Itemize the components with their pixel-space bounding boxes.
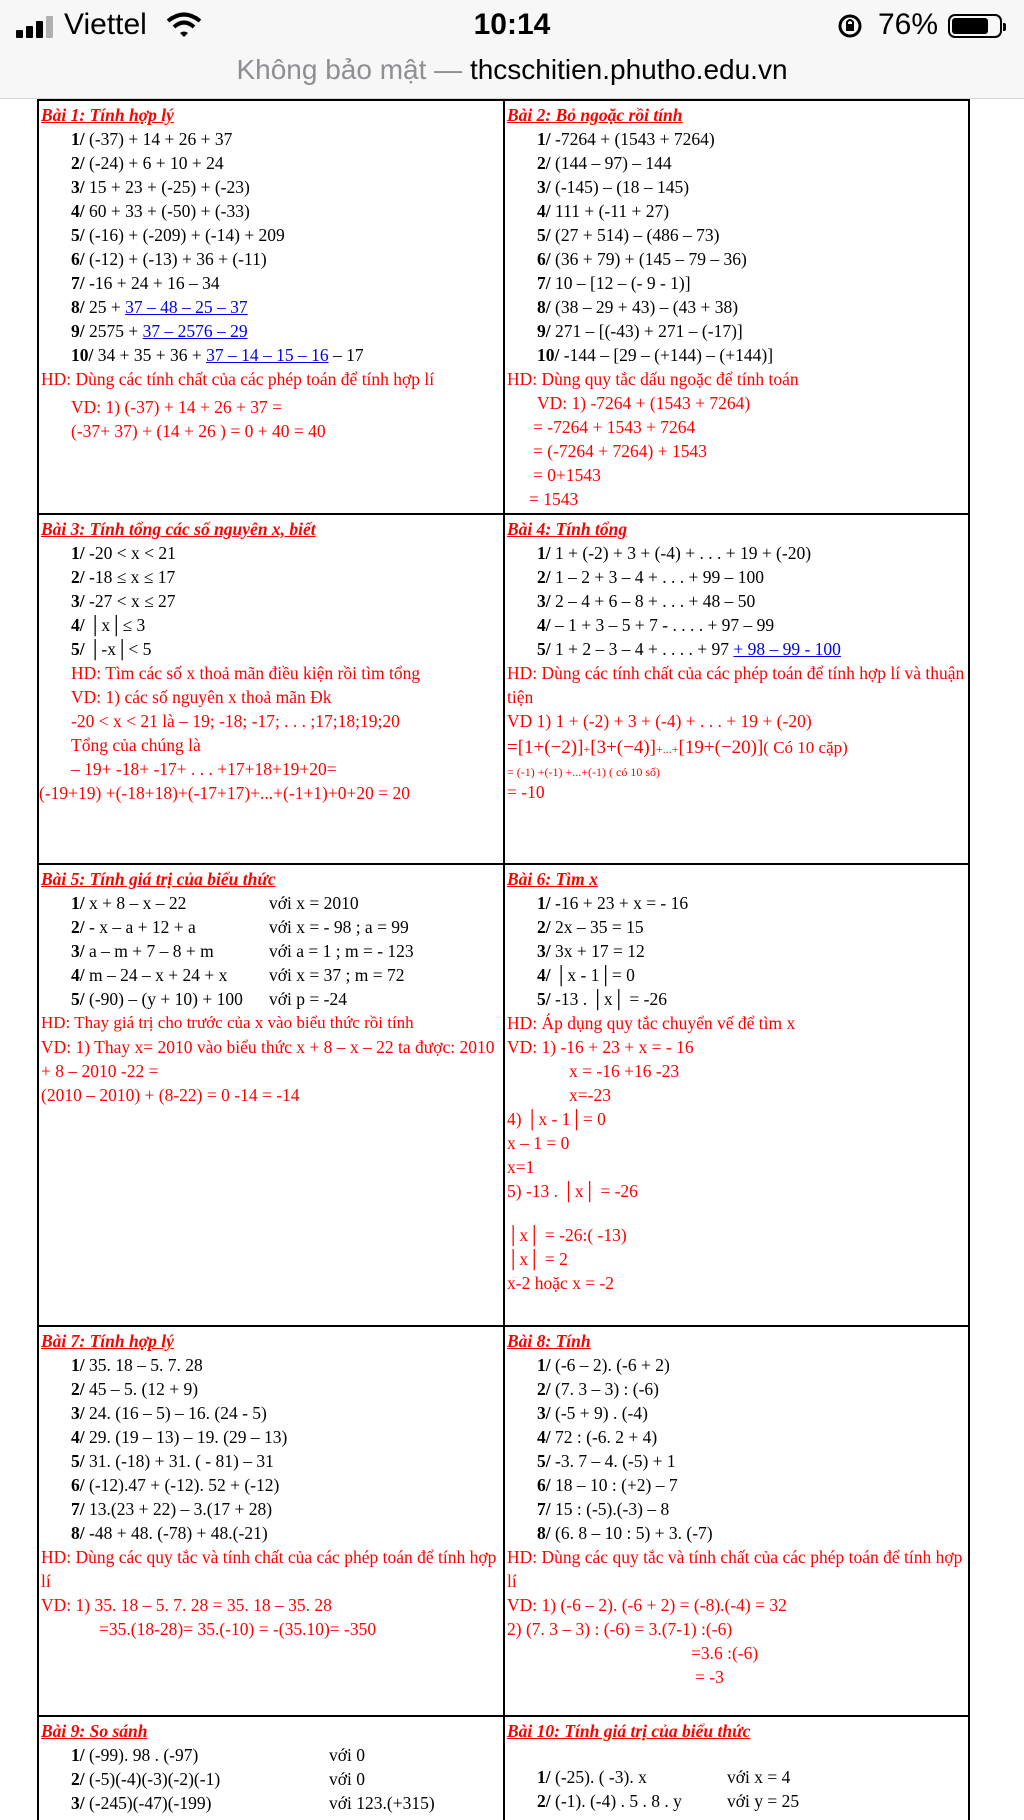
item-number: 10/ — [537, 345, 560, 365]
exercise-item — [505, 247, 968, 271]
item-number: 4/ — [537, 1427, 551, 1447]
item-expression: (-5)(-4)(-3)(-2)(-1) — [84, 1769, 221, 1789]
exercise-items — [39, 891, 503, 1011]
example-line: = -3 — [695, 1667, 724, 1687]
item-expression: -3. 7 – 4. (-5) + 1 — [550, 1451, 676, 1471]
example-line: 4) │x - 1│= 0 — [507, 1109, 606, 1129]
item-condition: với 0 — [329, 1769, 365, 1789]
rotation-lock-icon — [836, 12, 864, 40]
exercise-7-cell — [39, 1327, 505, 1717]
item-expression: (27 + 514) – (486 – 73) — [550, 225, 720, 245]
example-line: x = -16 +16 -23 — [569, 1061, 680, 1081]
exercise-item — [505, 223, 968, 247]
carrier-name: Viettel — [64, 8, 147, 41]
item-expression: (38 – 29 + 43) – (43 + 38) — [550, 297, 739, 317]
exercise-item — [505, 1789, 968, 1813]
item-number: 7/ — [537, 273, 551, 293]
item-number: 6/ — [71, 1475, 85, 1495]
item-expression: (-25). ( -3). x — [550, 1767, 647, 1787]
exercise-items — [505, 1353, 968, 1545]
example-line: VD: 1) 35. 18 – 5. 7. 28 = 35. 18 – 35. 28 — [41, 1595, 332, 1615]
exercise-item — [39, 613, 503, 637]
exercise-item — [39, 1473, 503, 1497]
item-expression: m – 24 – x + 24 + x — [84, 965, 228, 985]
item-condition: với 0 — [329, 1745, 365, 1765]
exercise-item — [39, 939, 503, 963]
exercise-item — [505, 987, 968, 1011]
item-number: 2/ — [71, 1379, 85, 1399]
item-expression: 2 – 4 + 6 – 8 + . . . + 48 – 50 — [550, 591, 756, 611]
exercise-item — [39, 271, 503, 295]
exercise-items — [39, 1353, 503, 1545]
item-expression: │x - 1│= 0 — [550, 965, 635, 985]
item-number: 1/ — [71, 129, 85, 149]
exercise-item — [505, 541, 968, 565]
exercise-item — [505, 1377, 968, 1401]
exercise-title: Bài 10: Tính giá trị của biểu thức — [507, 1721, 751, 1741]
example-line: (-19+19) +(-18+18)+(-17+17)+...+(-1+1)+0+20 = 20 — [39, 783, 410, 803]
url-separator: — — [434, 54, 463, 85]
exercise-items — [505, 891, 968, 1011]
exercise-item — [39, 175, 503, 199]
battery-icon — [948, 14, 1002, 38]
security-label: Không bảo mật — [236, 54, 427, 85]
item-number: 1/ — [537, 129, 551, 149]
exercise-item — [39, 223, 503, 247]
item-expression: -144 – [29 – (+144) – (+144)] — [559, 345, 774, 365]
item-condition: với x = 4 — [727, 1767, 791, 1787]
item-number: 8/ — [71, 1523, 85, 1543]
hint-text: HD: Thay giá trị cho trước của x vào biểu thức rồi tính — [41, 1013, 414, 1032]
item-expression: (-16) + (-209) + (-14) + 209 — [84, 225, 285, 245]
exercise-item — [505, 939, 968, 963]
exercise-item — [39, 1791, 503, 1815]
exercise-title: Bài 2: Bỏ ngoặc rồi tính — [507, 105, 683, 125]
item-condition: với x = 2010 — [269, 893, 359, 913]
exercise-item — [505, 589, 968, 613]
example-line: x-2 hoặc x = -2 — [507, 1273, 615, 1293]
item-number: 2/ — [71, 153, 85, 173]
item-expression: (-12) + (-13) + 36 + (-11) — [84, 249, 267, 269]
exercise-item — [505, 565, 968, 589]
example-line: 5) -13 . │x│ = -26 — [507, 1181, 638, 1201]
item-number: 3/ — [537, 591, 551, 611]
exercise-item — [39, 1449, 503, 1473]
exercise-item — [39, 963, 503, 987]
bracket-term: [3+(−4)] — [590, 737, 656, 758]
item-number: 5/ — [71, 639, 85, 659]
example-line: │x│ = -26:( -13) — [507, 1225, 627, 1245]
example-line: Tổng của chúng là — [71, 735, 201, 755]
item-number: 2/ — [71, 1769, 85, 1789]
item-expression: 24. (16 – 5) – 16. (24 - 5) — [84, 1403, 267, 1423]
exercise-item — [39, 151, 503, 175]
exercise-item — [39, 565, 503, 589]
item-expression: (7. 3 – 3) : (-6) — [550, 1379, 660, 1399]
item-number: 1/ — [537, 543, 551, 563]
exercise-4-cell — [505, 515, 970, 865]
hint-text: HD: Dùng các quy tắc và tính chất của các phép toán để tính hợp lí — [507, 1547, 963, 1591]
item-expression: 111 + (-11 + 27) — [550, 201, 670, 221]
exercise-title: Bài 1: Tính hợp lý — [41, 105, 174, 125]
item-number: 4/ — [537, 201, 551, 221]
exercise-item — [39, 1377, 503, 1401]
item-number: 1/ — [71, 543, 85, 563]
item-expression: -20 < x < 21 — [84, 543, 176, 563]
exercise-items — [505, 1765, 968, 1813]
exercise-title: Bài 6: Tìm x — [507, 869, 598, 889]
example-line: = (-7264 + 7264) + 1543 — [533, 441, 707, 461]
item-number: 6/ — [71, 249, 85, 269]
exercise-item — [505, 1353, 968, 1377]
item-expression: -13 . │x│ = -26 — [550, 989, 667, 1009]
item-number: 4/ — [537, 965, 551, 985]
item-expression: a – m + 7 – 8 + m — [84, 941, 214, 961]
highlighted-expression[interactable]: + 98 – 99 - 100 — [733, 639, 841, 659]
exercise-item — [505, 915, 968, 939]
exercise-items — [505, 127, 968, 367]
item-expression: 15 : (-5).(-3) – 8 — [550, 1499, 670, 1519]
item-expression: (-245)(-47)(-199) — [84, 1793, 212, 1813]
exercise-item — [39, 1401, 503, 1425]
item-number: 6/ — [537, 249, 551, 269]
exercise-item — [505, 127, 968, 151]
exercise-item — [39, 127, 503, 151]
exercise-item — [39, 891, 503, 915]
exercise-item — [505, 199, 968, 223]
item-condition: với y = 25 — [727, 1791, 800, 1811]
exercise-item — [39, 1425, 503, 1449]
example-line: – 19+ -18+ -17+ . . . +17+18+19+20= — [71, 759, 337, 779]
highlighted-expression[interactable]: 37 – 48 – 25 – 37 — [125, 297, 248, 317]
item-number: 9/ — [537, 321, 551, 341]
item-expression: (-12).47 + (-12). 52 + (-12) — [84, 1475, 280, 1495]
item-number: 8/ — [537, 297, 551, 317]
example-line: = 0+1543 — [533, 465, 601, 485]
item-number: 1/ — [71, 1745, 85, 1765]
exercise-title: Bài 9: So sánh — [41, 1721, 148, 1741]
example-line: x=-23 — [569, 1085, 611, 1105]
example-line: =35.(18-28)= 35.(-10) = -(35.10)= -350 — [99, 1619, 377, 1639]
exercise-item — [505, 1765, 968, 1789]
item-number: 2/ — [537, 917, 551, 937]
exercise-item — [505, 271, 968, 295]
item-number: 5/ — [537, 1451, 551, 1471]
item-condition: với p = -24 — [269, 989, 347, 1009]
exercise-item — [505, 613, 968, 637]
exercise-item: 10/ 34 + 35 + 36 + 37 – 14 – 15 – 16 – 17 — [71, 345, 364, 365]
example-line: 2) (7. 3 – 3) : (-6) = 3.(7-1) :(-6) — [507, 1619, 733, 1639]
exercise-title: Bài 5: Tính giá trị của biểu thức — [41, 869, 276, 889]
item-expression: – 1 + 3 – 5 + 7 - . . . . + 97 – 99 — [550, 615, 775, 635]
exercise-title: Bài 7: Tính hợp lý — [41, 1331, 174, 1351]
item-number: 1/ — [71, 1355, 85, 1375]
exercise-item: 5/ 1 + 2 – 3 – 4 + . . . . + 97 + 98 – 99 - 100 — [537, 639, 841, 659]
exercise-title: Bài 3: Tính tổng các số nguyên x, biết — [41, 519, 316, 539]
item-expression: 2x – 35 = 15 — [550, 917, 644, 937]
item-number: 3/ — [71, 1403, 85, 1423]
exercise-3-cell — [39, 515, 505, 865]
exercise-10-cell — [505, 1717, 970, 1820]
exercise-item — [505, 1497, 968, 1521]
battery-percent: 76% — [878, 8, 939, 41]
item-condition: với x = 37 ; m = 72 — [269, 965, 405, 985]
item-expression: (-6 – 2). (-6 + 2) — [550, 1355, 670, 1375]
item-expression: (-90) – (y + 10) + 100 — [84, 989, 243, 1009]
item-number: 2/ — [537, 1379, 551, 1399]
item-number: 2/ — [71, 567, 85, 587]
exercise-title: Bài 4: Tính tổng — [507, 519, 628, 539]
item-condition: với a = 1 ; m = - 123 — [269, 941, 414, 961]
item-number: 5/ — [71, 1451, 85, 1471]
exercise-item — [39, 541, 503, 565]
item-number: 3/ — [537, 1403, 551, 1423]
item-number: 5/ — [537, 225, 551, 245]
exercise-item — [39, 199, 503, 223]
item-expression: 3x + 17 = 12 — [550, 941, 645, 961]
item-expression: -18 ≤ x ≤ 17 — [84, 567, 176, 587]
exercise-items — [39, 541, 503, 661]
web-content — [0, 99, 1024, 1820]
exercise-item — [39, 1767, 503, 1791]
item-expression: x + 8 – x – 22 — [84, 893, 187, 913]
clock: 10:14 — [473, 8, 551, 41]
exercise-item — [39, 637, 503, 661]
item-number: 3/ — [71, 177, 85, 197]
exercise-item — [505, 151, 968, 175]
item-number: 7/ — [537, 1499, 551, 1519]
item-expression: 35. 18 – 5. 7. 28 — [84, 1355, 203, 1375]
example-line: = -7264 + 1543 + 7264 — [533, 417, 696, 437]
item-condition: với 123.(+315) — [329, 1793, 435, 1813]
item-expression: -27 < x ≤ 27 — [84, 591, 176, 611]
address-bar[interactable] — [0, 50, 1024, 99]
exercise-item — [505, 319, 968, 343]
example-line: = 1543 — [529, 489, 579, 509]
exercise-item — [505, 1521, 968, 1545]
item-expression: 15 + 23 + (-25) + (-23) — [84, 177, 250, 197]
item-number: 8/ — [537, 1523, 551, 1543]
example-line: │x│ = 2 — [507, 1249, 568, 1269]
item-expression: (-145) – (18 – 145) — [550, 177, 690, 197]
exercise-item — [39, 1521, 503, 1545]
item-expression: -16 + 24 + 16 – 34 — [84, 273, 220, 293]
bracket-sum: =[1+(−2)]+[3+(−4)]+...+[19+(−20)]( Có 10 cặp) — [507, 737, 848, 758]
item-number: 2/ — [537, 567, 551, 587]
item-number: 4/ — [71, 965, 85, 985]
hint-text: HD: Tìm các số x thoả mãn điều kiện rồi tìm tổng — [71, 663, 421, 683]
exercise-item — [39, 1743, 503, 1767]
item-expression: │-x│< 5 — [84, 639, 152, 659]
exercise-item — [505, 343, 968, 367]
highlighted-expression[interactable]: 37 – 2576 – 29 — [142, 321, 248, 341]
item-number: 5/ — [537, 989, 551, 1009]
item-number: 2/ — [71, 917, 85, 937]
exercise-items — [505, 541, 968, 637]
exercise-2-cell — [505, 101, 970, 515]
example-line: VD: 1) Thay x= 2010 vào biểu thức x + 8 – x – 22 ta được: 2010 + 8 – 2010 -22 = — [41, 1037, 495, 1081]
exercise-9-cell — [39, 1717, 505, 1820]
item-number: 2/ — [537, 153, 551, 173]
item-number: 1/ — [537, 893, 551, 913]
item-expression: 31. (-18) + 31. ( - 81) – 31 — [84, 1451, 274, 1471]
item-expression: - x – a + 12 + a — [84, 917, 196, 937]
item-expression: (-24) + 6 + 10 + 24 — [84, 153, 224, 173]
item-expression: (-99). 98 . (-97) — [84, 1745, 199, 1765]
item-expression: 18 – 10 : (+2) – 7 — [550, 1475, 678, 1495]
item-number: 7/ — [71, 273, 85, 293]
hint-text: HD: Áp dụng quy tắc chuyển vế để tìm x — [507, 1013, 796, 1033]
item-expression: -7264 + (1543 + 7264) — [550, 129, 715, 149]
exercise-6-cell — [505, 865, 970, 1327]
exercise-item — [39, 589, 503, 613]
bracket-term: [19+(−20)] — [678, 737, 764, 758]
status-bar — [0, 0, 1024, 50]
item-expression: 29. (19 – 13) – 19. (29 – 13) — [84, 1427, 288, 1447]
item-number: 3/ — [537, 177, 551, 197]
hint-text: HD: Dùng quy tắc dấu ngoặc để tính toán — [507, 369, 799, 389]
item-number: 4/ — [71, 201, 85, 221]
exercise-item — [505, 1401, 968, 1425]
item-expression: 13.(23 + 22) – 3.(17 + 28) — [84, 1499, 273, 1519]
exercise-item — [39, 1353, 503, 1377]
item-expression: (-37) + 14 + 26 + 37 — [84, 129, 233, 149]
item-expression: 271 – [(-43) + 271 – (-17)] — [550, 321, 743, 341]
exercise-item — [505, 1449, 968, 1473]
example-line: x=1 — [507, 1157, 535, 1177]
item-expression: 1 – 2 + 3 – 4 + . . . + 99 – 100 — [550, 567, 764, 587]
example-line: VD: 1) -7264 + (1543 + 7264) — [537, 393, 751, 413]
exercise-item — [39, 987, 503, 1011]
exercise-8-cell — [505, 1327, 970, 1717]
item-expression: (-5 + 9) . (-4) — [550, 1403, 648, 1423]
example-line: VD: 1) các số nguyên x thoả mãn Đk — [71, 687, 332, 707]
hint-text: HD: Dùng các tính chất của các phép toán để tính hợp lí và thuận tiện — [507, 663, 965, 707]
example-line: = -10 — [507, 782, 545, 802]
example-line: -20 < x < 21 là – 19; -18; -17; . . . ;17;18;19;20 — [71, 711, 400, 731]
exercise-item: 9/ 2575 + 37 – 2576 – 29 — [71, 321, 248, 341]
item-expression: 60 + 33 + (-50) + (-33) — [84, 201, 250, 221]
item-expression: 72 : (-6. 2 + 4) — [550, 1427, 658, 1447]
exercise-item — [505, 295, 968, 319]
item-number: 3/ — [71, 1793, 85, 1813]
item-expression: │x│≤ 3 — [84, 615, 146, 635]
exercise-title: Bài 8: Tính — [507, 1331, 591, 1351]
example-line: = (-1) +(-1) +...+(-1) ( có 10 số) — [507, 765, 661, 779]
exercise-table — [37, 99, 970, 1820]
exercise-item: 8/ 25 + 37 – 48 – 25 – 37 — [71, 297, 248, 317]
item-expression: (144 – 97) – 144 — [550, 153, 672, 173]
exercise-items — [39, 127, 503, 295]
item-expression: 1 + (-2) + 3 + (-4) + . . . + 19 + (-20) — [550, 543, 812, 563]
item-number: 5/ — [71, 225, 85, 245]
item-number: 2/ — [537, 1791, 551, 1811]
exercise-item — [505, 963, 968, 987]
item-number: 3/ — [71, 591, 85, 611]
item-expression: 10 – [12 – (- 9 - 1)] — [550, 273, 691, 293]
hint-text: HD: Dùng các quy tắc và tính chất của các phép toán để tính hợp lí — [41, 1547, 497, 1591]
exercise-item — [505, 1473, 968, 1497]
hint-text: HD: Dùng các tính chất của các phép toán để tính hợp lí — [41, 369, 435, 389]
item-expression: -48 + 48. (-78) + 48.(-21) — [84, 1523, 268, 1543]
example-line: VD: 1) (-6 – 2). (-6 + 2) = (-8).(-4) = 32 — [507, 1595, 787, 1615]
item-expression: (36 + 79) + (145 – 79 – 36) — [550, 249, 747, 269]
item-expression: (-1). (-4) . 5 . 8 . y — [550, 1791, 682, 1811]
item-number: 1/ — [71, 893, 85, 913]
example-line: (2010 – 2010) + (8-22) = 0 -14 = -14 — [41, 1085, 300, 1105]
item-expression: (6. 8 – 10 : 5) + 3. (-7) — [550, 1523, 713, 1543]
exercise-item — [505, 1425, 968, 1449]
bracket-term: [1+(−2)] — [517, 737, 584, 758]
example-line: VD: 1) (-37) + 14 + 26 + 37 = — [71, 397, 283, 417]
item-condition: với x = - 98 ; a = 99 — [269, 917, 409, 937]
item-number: 4/ — [71, 615, 85, 635]
exercise-1-cell — [39, 101, 505, 515]
item-expression: 45 – 5. (12 + 9) — [84, 1379, 199, 1399]
item-number: 4/ — [71, 1427, 85, 1447]
example-line: (-37+ 37) + (14 + 26 ) = 0 + 40 = 40 — [71, 421, 326, 441]
example-line: x – 1 = 0 — [507, 1133, 570, 1153]
item-number: 4/ — [537, 615, 551, 635]
example-line: =3.6 :(-6) — [691, 1643, 759, 1663]
highlighted-expression[interactable]: 37 – 14 – 15 – 16 — [206, 345, 329, 365]
exercise-item — [505, 175, 968, 199]
item-expression: -16 + 23 + x = - 16 — [550, 893, 689, 913]
example-line: VD: 1) -16 + 23 + x = - 16 — [507, 1037, 694, 1057]
item-number: 7/ — [71, 1499, 85, 1519]
exercise-item — [39, 1497, 503, 1521]
exercise-items — [39, 1743, 503, 1815]
item-number: 3/ — [537, 941, 551, 961]
item-number: 3/ — [71, 941, 85, 961]
item-number: 1/ — [537, 1355, 551, 1375]
item-number: 5/ — [71, 989, 85, 1009]
exercise-item — [39, 915, 503, 939]
exercise-item — [505, 891, 968, 915]
exercise-item — [39, 247, 503, 271]
url-domain: thcschitien.phutho.edu.vn — [469, 54, 788, 85]
example-line: VD 1) 1 + (-2) + 3 + (-4) + . . . + 19 + (-20) — [507, 711, 812, 731]
exercise-5-cell — [39, 865, 505, 1327]
item-number: 1/ — [537, 1767, 551, 1787]
item-number: 6/ — [537, 1475, 551, 1495]
